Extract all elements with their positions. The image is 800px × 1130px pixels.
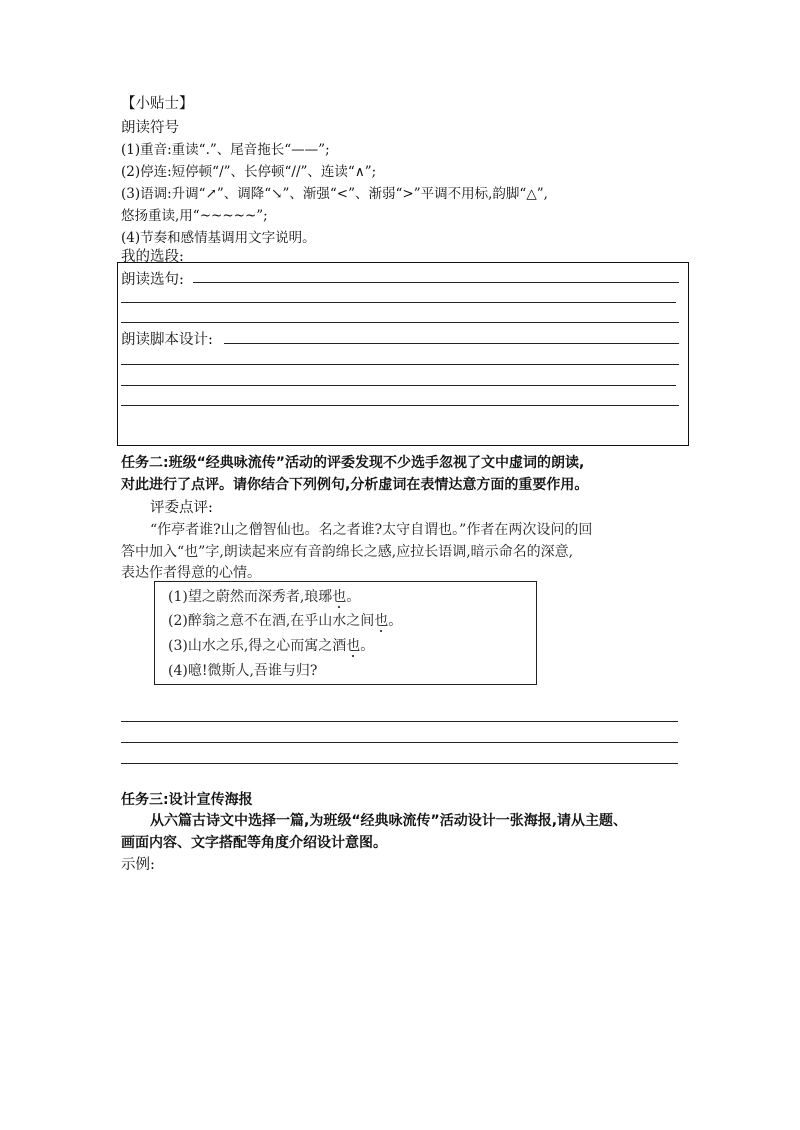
my-selection-label: 我的选段:	[121, 249, 184, 265]
tip-item-4: (4)节奏和感情基调用文字说明。	[121, 230, 316, 246]
task3-body-2: 画面内容、文字搭配等角度介绍设计意图。	[121, 835, 387, 851]
tips-title: 【小贴士】	[121, 96, 194, 112]
review-line-3: 表达作者得意的心情。	[121, 565, 261, 581]
task3-heading: 任务三:设计宣传海报	[121, 792, 253, 808]
answer-line[interactable]	[121, 763, 678, 764]
script-blank[interactable]	[224, 343, 679, 344]
answer-line[interactable]	[121, 742, 678, 743]
answer-line[interactable]	[121, 405, 679, 406]
emphasis-mark: 也	[346, 638, 361, 654]
sentence-label: 朗读选句:	[121, 272, 184, 288]
example-sentence-1: (1)望之蔚然而深秀者,琅琊也。	[168, 589, 361, 605]
task2-heading-2: 对此进行了点评。请你结合下列例句,分析虚词在表情达意方面的重要作用。	[121, 477, 589, 493]
review-line-2: 答中加入“也”字,朗读起来应有音韵绵长之感,应拉长语调,暗示命名的深意,	[121, 544, 574, 560]
task2-heading-1: 任务二:班级“经典咏流传”活动的评委发现不少选手忽视了文中虚词的朗读,	[121, 455, 585, 471]
task3-body-1: 从六篇古诗文中选择一篇,为班级“经典咏流传”活动设计一张海报,请从主题、	[150, 813, 628, 829]
script-label: 朗读脚本设计:	[121, 332, 213, 348]
answer-line[interactable]	[121, 322, 679, 323]
tip-item-3-cont: 悠扬重读,用“~~~~~”;	[121, 208, 268, 224]
answer-line[interactable]	[121, 364, 679, 365]
tip-item-1: (1)重音:重读“.”、尾音拖长“——”;	[121, 142, 330, 158]
answer-line[interactable]	[121, 302, 676, 303]
example-sentence-4: (4)噫!微斯人,吾谁与归?	[168, 663, 318, 679]
answer-line[interactable]	[121, 385, 676, 386]
tips-subtitle: 朗读符号	[121, 120, 179, 136]
review-line-1: “作亭者谁?山之僧智仙也。名之者谁?太守自谓也。”作者在两次设问的回	[150, 522, 593, 538]
example-sentence-3: (3)山水之乐,得之心而寓之酒也。	[168, 638, 375, 654]
example-sentence-2: (2)醉翁之意不在酒,在乎山水之间也。	[168, 613, 403, 629]
example-label: 示例:	[121, 857, 155, 873]
review-label: 评委点评:	[150, 500, 213, 516]
sentence-blank[interactable]	[193, 282, 679, 283]
tip-item-3: (3)语调:升调“↗”、调降“↘”、渐强“<”、渐弱“>”平调不用标,韵脚“△”,	[121, 186, 548, 202]
reading-design-box	[117, 262, 689, 446]
emphasis-mark: 也	[332, 589, 347, 605]
tip-item-2: (2)停连:短停顿“/”、长停顿“//”、连读“∧”;	[121, 164, 377, 180]
emphasis-mark: 也	[374, 613, 389, 629]
answer-line[interactable]	[121, 721, 678, 722]
